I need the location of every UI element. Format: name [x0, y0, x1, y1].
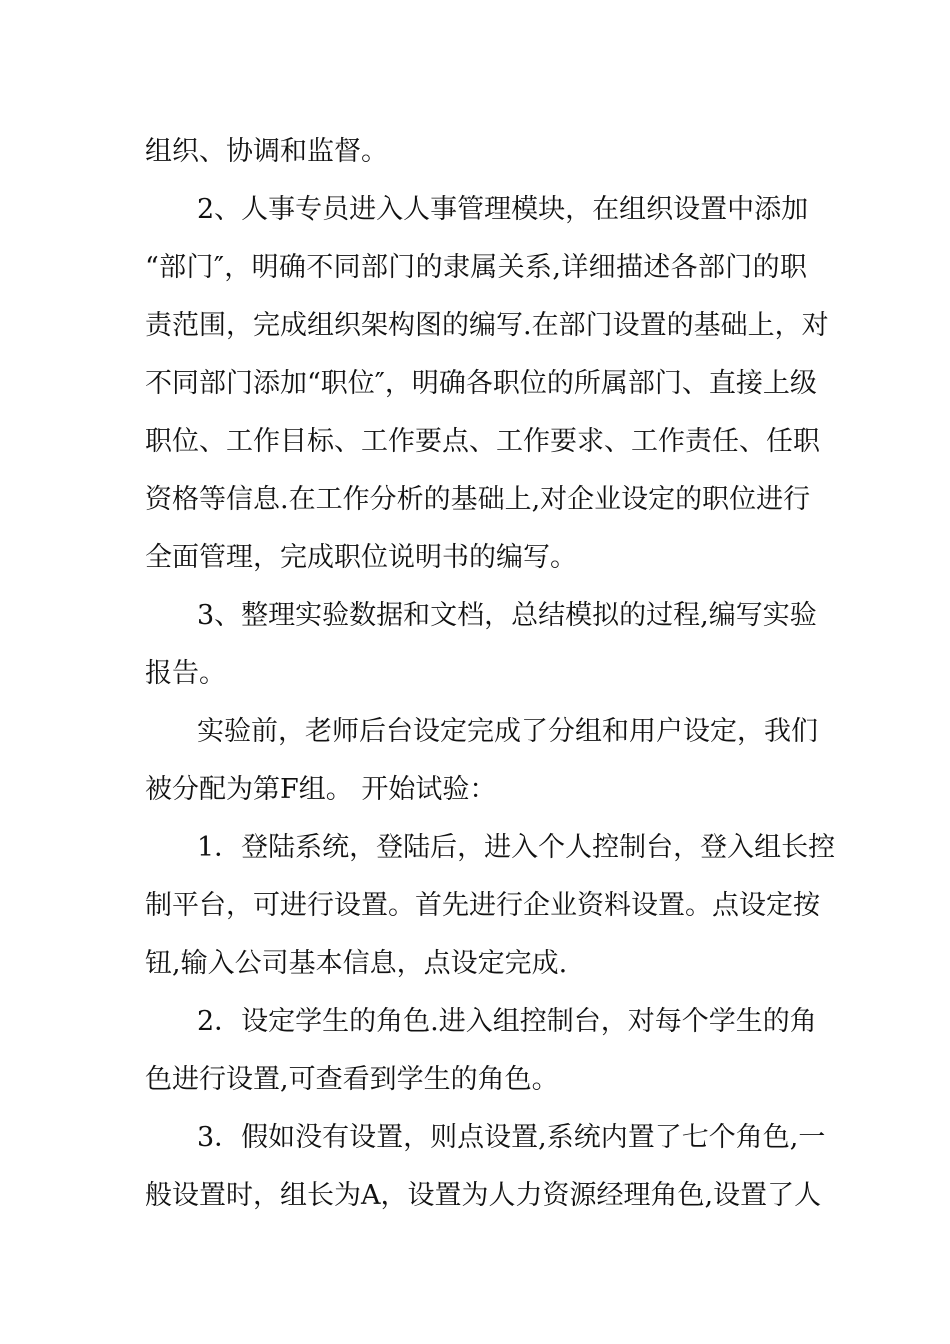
text-line: 3、整理实验数据和文档，总结模拟的过程,编写实验 [197, 600, 817, 631]
text-line: 制平台，可进行设置。首先进行企业资料设置。点设定按 [145, 890, 820, 921]
text-line: 资格等信息.在工作分析的基础上,对企业设定的职位进行 [145, 484, 811, 515]
text-line: 2、人事专员进入人事管理模块，在组织设置中添加 [197, 194, 809, 225]
text-line: 职位、工作目标、工作要点、工作要求、工作责任、任职 [145, 426, 820, 457]
text-line: 组织、协调和监督。 [145, 136, 388, 167]
text-line: 全面管理，完成职位说明书的编写。 [145, 542, 577, 573]
text-line: “部门″，明确不同部门的隶属关系,详细描述各部门的职 [145, 252, 807, 283]
text-line: 不同部门添加“职位″，明确各职位的所属部门、直接上级 [145, 368, 817, 399]
text-line: 般设置时，组长为A，设置为人力资源经理角色,设置了人 [145, 1180, 822, 1211]
text-line: 2．设定学生的角色.进入组控制台，对每个学生的角 [197, 1006, 817, 1037]
text-line: 色进行设置,可查看到学生的角色。 [145, 1064, 559, 1095]
text-line: 报告。 [145, 658, 226, 689]
text-line: 钮,输入公司基本信息，点设定完成. [145, 948, 568, 979]
text-line: 被分配为第F组。 开始试验： [145, 774, 497, 805]
text-line: 1．登陆系统，登陆后，进入个人控制台，登入组长控 [197, 832, 836, 863]
text-line: 责范围，完成组织架构图的编写.在部门设置的基础上，对 [145, 310, 829, 341]
text-line: 3．假如没有设置，则点设置,系统内置了七个角色,一 [197, 1122, 826, 1153]
text-line: 实验前，老师后台设定完成了分组和用户设定，我们 [197, 716, 818, 747]
